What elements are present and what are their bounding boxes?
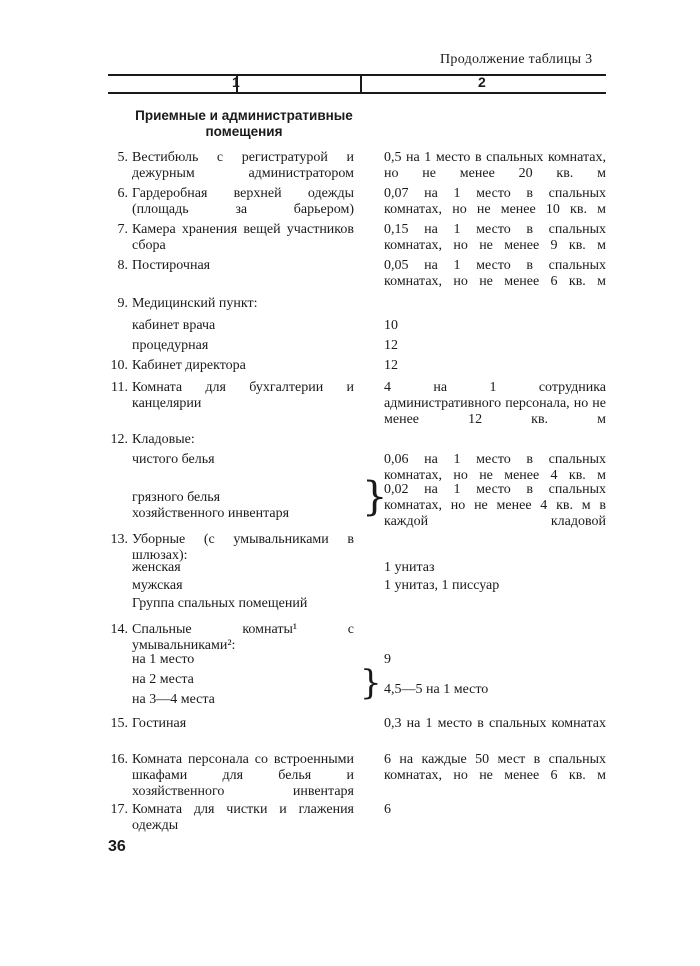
row-name: процедурная	[132, 338, 209, 353]
row-name: Гостиная	[132, 716, 187, 731]
row-value: 1 унитаз, 1 писсуар	[384, 578, 500, 593]
row-value: 0,02 на 1 место в спальных комнатах, но не менее 4 кв. м в каждой кладовой	[384, 482, 606, 529]
row-name: Спальные комнаты¹ с умывальниками²:	[132, 622, 354, 653]
row-value: 0,5 на 1 место в спальных комнатах, но не менее 20 кв. м	[384, 150, 606, 181]
row-number: 7.	[117, 222, 128, 237]
column-number-2: 2	[478, 74, 486, 90]
row-number: 11.	[111, 380, 128, 395]
row-name: Комната для бухгалтерии и канцелярии	[132, 380, 354, 411]
row-value: 4,5—5 на 1 место	[384, 682, 489, 697]
row-number: 5.	[117, 150, 128, 165]
row-name: Вестибюль с регистратурой и дежурным администратором	[132, 150, 354, 181]
row-name: кабинет врача	[132, 318, 216, 333]
row-name: Комната персонала со встроенными шкафами для белья и хозяйственного инвентаря	[132, 752, 354, 799]
row-name: Кабинет директора	[132, 358, 246, 373]
table-top-rule	[108, 74, 606, 76]
row-value: 0,15 на 1 место в спальных комнатах, но не менее 9 кв. м	[384, 222, 606, 253]
row-number: 10.	[110, 358, 128, 373]
row-name: мужская	[132, 578, 183, 593]
row-number: 12.	[110, 432, 128, 447]
row-value: 1 унитаз	[384, 560, 435, 575]
row-value: 6 на каждые 50 мест в спальных комнатах, но не менее 6 кв. м	[384, 752, 606, 783]
table-continuation-label: Продолжение таблицы 3	[440, 52, 593, 67]
row-name: Камера хранения вещей участников сбора	[132, 222, 354, 253]
row-name: Постирочная	[132, 258, 211, 273]
row-number: 13.	[110, 532, 128, 547]
row-name: Комната для чистки и глажения одежды	[132, 802, 354, 833]
page-number: 36	[108, 838, 126, 855]
row-value: 0,06 на 1 место в спальных комнатах, но не менее 4 кв. м	[384, 452, 606, 483]
row-number: 8.	[117, 258, 128, 273]
row-name: на 3—4 места	[132, 692, 215, 707]
row-value: 9	[384, 652, 391, 667]
row-number: 17.	[110, 802, 128, 817]
row-value: 12	[384, 338, 398, 353]
row-name: Медицинский пункт:	[132, 296, 258, 311]
row-value: 6	[384, 802, 391, 817]
row-name: Кладовые:	[132, 432, 195, 447]
row-name: на 2 места	[132, 672, 194, 687]
right-brace-icon: }	[360, 663, 382, 703]
row-number: 16.	[110, 752, 128, 767]
row-number: 6.	[117, 186, 128, 201]
row-name: на 1 место	[132, 652, 195, 667]
row-number: 15.	[110, 716, 128, 731]
row-value: 0,07 на 1 место в спальных комнатах, но не менее 10 кв. м	[384, 186, 606, 217]
row-number: 14.	[110, 622, 128, 637]
section-heading: Приемные и административные помещения	[135, 108, 353, 139]
row-value: 4 на 1 сотрудника административного персонала, но не менее 12 кв. м	[384, 380, 606, 427]
column-divider-right	[360, 76, 362, 92]
row-value: 12	[384, 358, 398, 373]
row-name: Группа спальных помещений	[132, 596, 308, 611]
row-name: грязного белья	[132, 490, 221, 505]
row-name: Уборные (с умывальниками в шлюзах):	[132, 532, 354, 563]
row-value: 10	[384, 318, 398, 333]
row-number: 9.	[117, 296, 128, 311]
row-name: женская	[132, 560, 181, 575]
row-value: 0,05 на 1 место в спальных комнатах, но не менее 6 кв. м	[384, 258, 606, 289]
right-brace-icon: }	[362, 474, 388, 520]
row-name: чистого белья	[132, 452, 215, 467]
column-number-1: 1	[232, 74, 240, 90]
row-value: 0,3 на 1 место в спальных комнатах	[384, 716, 606, 731]
row-name: хозяйственного инвентаря	[132, 506, 290, 521]
row-name: Гардеробная верхней одежды (площадь за барьером)	[132, 186, 354, 217]
table-header-rule	[108, 92, 606, 94]
